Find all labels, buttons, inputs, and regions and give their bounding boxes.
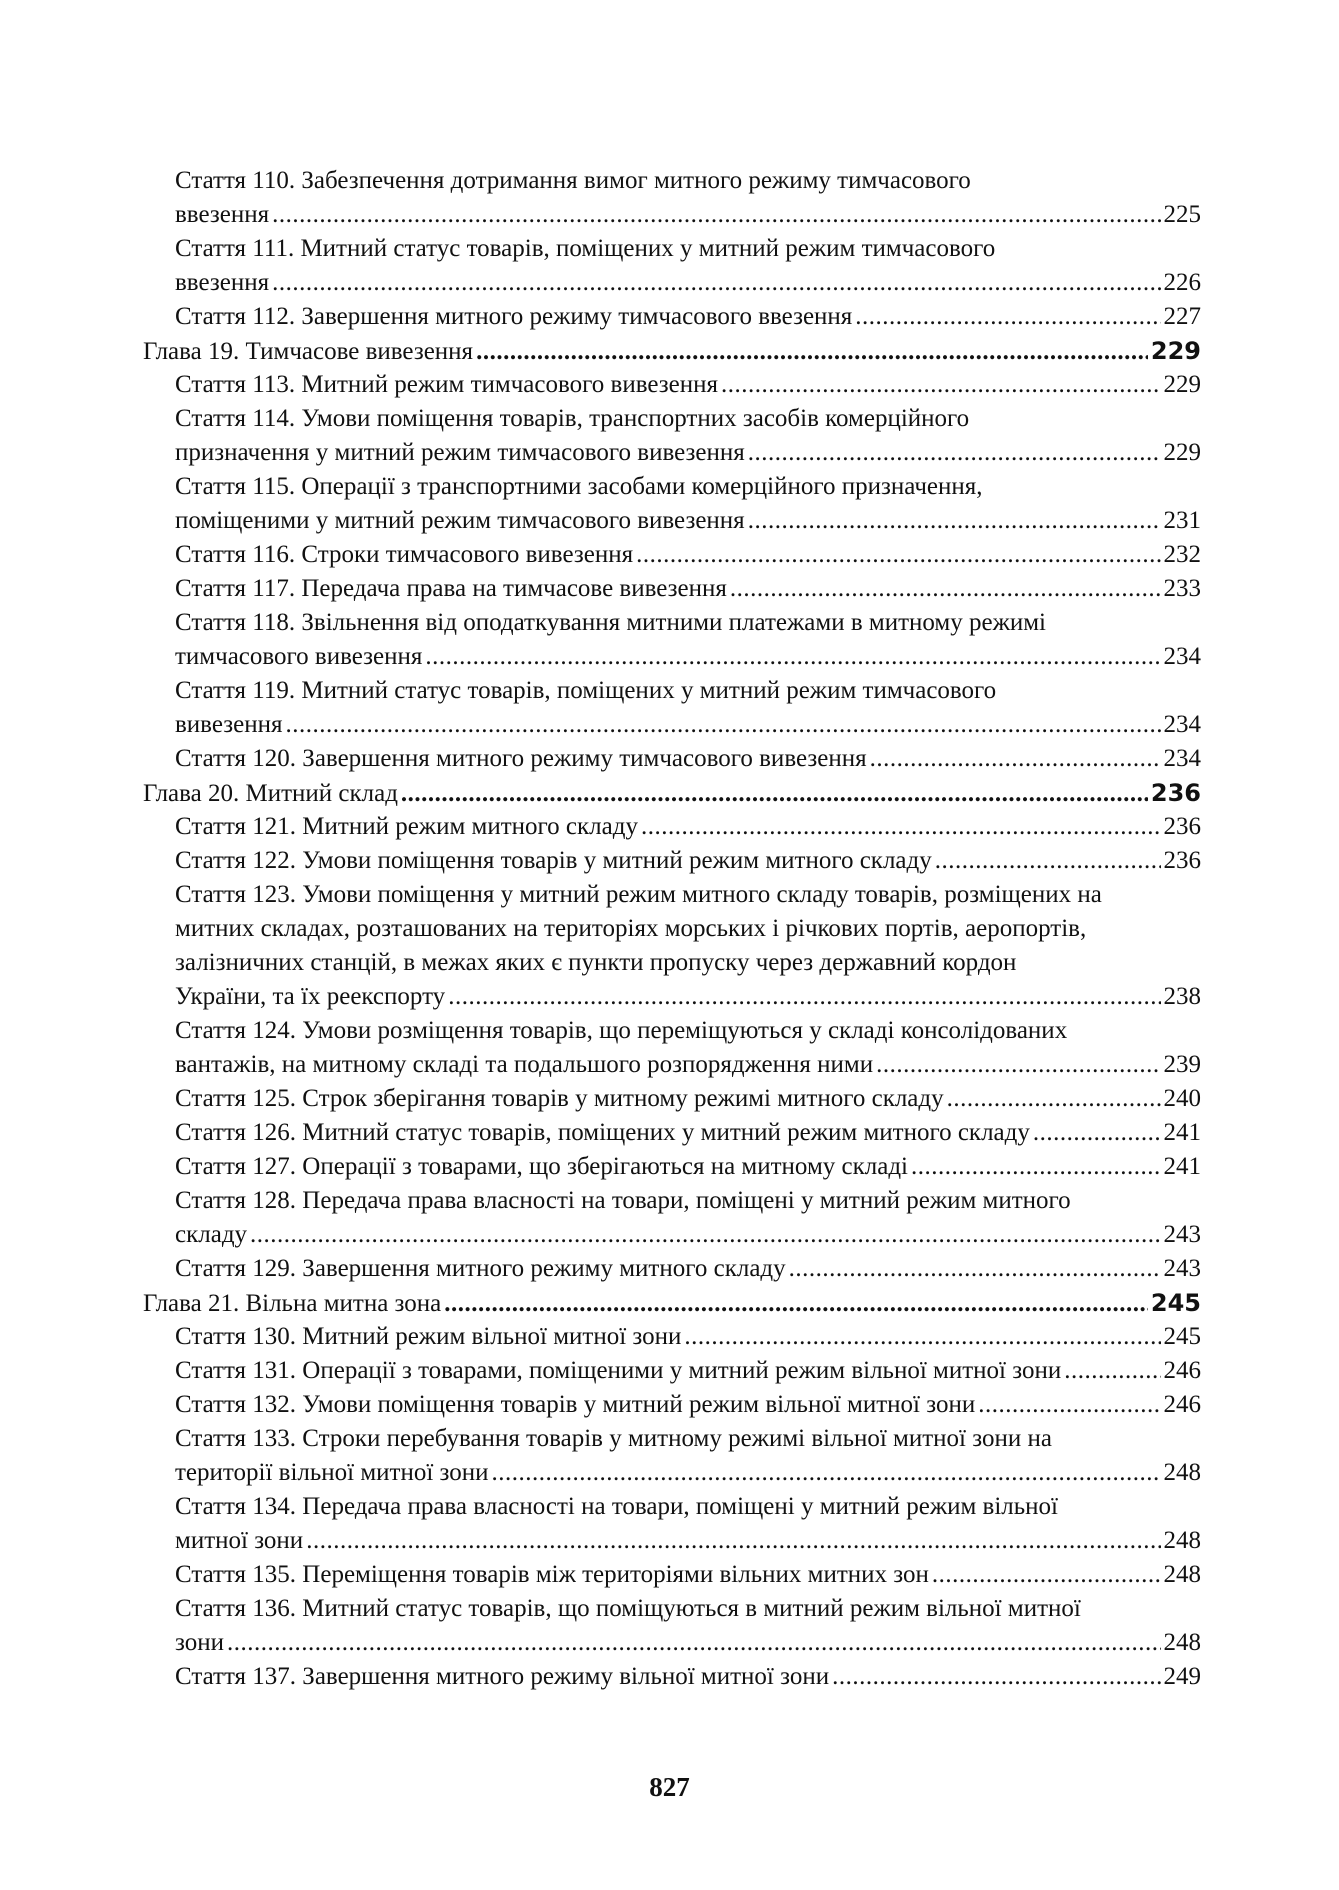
toc-entry-title: Стаття 132. Умови поміщення товарів у митний режим вільної митної зони [175, 1391, 976, 1418]
toc-entry-title: Стаття 127. Операції з товарами, що зберігаються на митному складі [175, 1153, 909, 1180]
toc-entry-title: Стаття 133. Строки перебування товарів у митному режимі вільної митної зони на [175, 1425, 1052, 1452]
dot-leader [272, 266, 1160, 300]
toc-page-number: 233 [1163, 575, 1201, 602]
toc-page-number: 239 [1163, 1051, 1201, 1078]
toc-article-entry [143, 1252, 1201, 1286]
toc-entry-title: митних складах, розташованих на територіях морських і річкових портів, аеропортів, [175, 915, 1087, 942]
toc-page-number: 246 [1163, 1357, 1201, 1384]
toc-line [175, 1184, 1201, 1218]
toc-line [175, 470, 1201, 504]
dot-leader [250, 1218, 1160, 1252]
toc-article-entry [143, 572, 1201, 606]
toc-entry-title: Стаття 137. Завершення митного режиму вільної митної зони [175, 1663, 830, 1690]
dot-leader [932, 1558, 1161, 1592]
toc-entry-title: Стаття 120. Завершення митного режиму тимчасового вивезення [175, 745, 867, 772]
toc-article-entry [143, 232, 1201, 300]
toc-line [175, 1082, 1201, 1116]
toc-entry-title: Стаття 123. Умови поміщення у митний режим митного складу товарів, розміщених на [175, 881, 1102, 908]
toc-entry-title: Стаття 122. Умови поміщення товарів у митний режим митного складу [175, 847, 932, 874]
toc-article-entry [143, 1320, 1201, 1354]
toc-entry-title: Стаття 111. Митний статус товарів, поміщених у митний режим тимчасового [175, 235, 996, 262]
toc-line [175, 742, 1201, 776]
toc-line [175, 1422, 1201, 1456]
dot-leader [492, 1456, 1161, 1490]
toc-page-number: 229 [1163, 371, 1201, 398]
dot-leader [227, 1626, 1161, 1660]
toc-article-entry [143, 1014, 1201, 1082]
toc-entry-title: поміщеними у митний режим тимчасового вивезення [175, 507, 745, 534]
toc-line [175, 912, 1201, 946]
dot-leader [748, 436, 1161, 470]
toc-article-entry [143, 1184, 1201, 1252]
toc-page-number: 238 [1163, 983, 1201, 1010]
toc-entry-title: Глава 20. Митний склад [143, 780, 398, 807]
page-number: 827 [649, 1772, 690, 1802]
toc-article-entry [143, 402, 1201, 470]
toc-entry-title: Стаття 130. Митний режим вільної митної зони [175, 1323, 682, 1350]
toc-article-entry [143, 470, 1201, 538]
toc-article-entry [143, 164, 1201, 232]
toc-line [175, 1320, 1201, 1354]
toc-entry-title: вантажів, на митному складі та подальшого розпорядження ними [175, 1051, 874, 1078]
toc-entry-title: Стаття 117. Передача права на тимчасове вивезення [175, 575, 727, 602]
toc-entry-title: Стаття 128. Передача права власності на товари, поміщені у митний режим митного [175, 1187, 1071, 1214]
toc-chapter-entry [143, 1286, 1201, 1320]
toc-page-number: 236 [1163, 813, 1201, 840]
toc-article-entry [143, 742, 1201, 776]
toc-line [175, 436, 1201, 470]
dot-leader [832, 1660, 1160, 1694]
dot-leader [306, 1524, 1160, 1558]
toc-article-entry [143, 1354, 1201, 1388]
toc-page-number: 249 [1163, 1663, 1201, 1690]
toc-entry-title: залізничних станцій, в межах яких є пункти пропуску через державний кордон [175, 949, 1017, 976]
toc-page-number: 236 [1163, 847, 1201, 874]
toc-line [175, 1592, 1201, 1626]
dot-leader [684, 1320, 1160, 1354]
toc-article-entry [143, 1558, 1201, 1592]
toc-line [175, 1558, 1201, 1592]
toc-entry-title: ввезення [175, 269, 270, 296]
toc-line [143, 1286, 1201, 1320]
dot-leader [935, 844, 1161, 878]
toc-page-number: 241 [1163, 1153, 1201, 1180]
toc-page-number: 243 [1163, 1221, 1201, 1248]
dot-leader [285, 708, 1160, 742]
toc-page-number: 229 [1163, 439, 1201, 466]
toc-article-entry [143, 538, 1201, 572]
toc-line [175, 266, 1201, 300]
toc-line [175, 1626, 1201, 1660]
toc-entry-title: Стаття 115. Операції з транспортними засобами комерційного призначення, [175, 473, 983, 500]
toc-entry-title: Стаття 110. Забезпечення дотримання вимог митного режиму тимчасового [175, 167, 971, 194]
toc-line [175, 606, 1201, 640]
toc-line [175, 164, 1201, 198]
toc-chapter-entry [143, 776, 1201, 810]
toc-article-entry [143, 1150, 1201, 1184]
dot-leader [641, 810, 1161, 844]
toc-page-number: 231 [1163, 507, 1201, 534]
toc-line [175, 538, 1201, 572]
toc-article-entry [143, 1388, 1201, 1422]
toc-page-number: 234 [1163, 643, 1201, 670]
toc-line [175, 1116, 1201, 1150]
toc-line [175, 878, 1201, 912]
toc-line [175, 232, 1201, 266]
toc-entry-title: території вільної митної зони [175, 1459, 489, 1486]
toc-line [175, 946, 1201, 980]
toc-page-number: 248 [1163, 1629, 1201, 1656]
toc-page-number: 232 [1163, 541, 1201, 568]
toc-line [175, 1660, 1201, 1694]
toc-page-number: 227 [1163, 303, 1201, 330]
toc-page-number: 234 [1163, 745, 1201, 772]
toc-line [175, 1150, 1201, 1184]
toc-line [175, 1218, 1201, 1252]
toc-entry-title: Стаття 114. Умови поміщення товарів, транспортних засобів комерційного [175, 405, 970, 432]
dot-leader [476, 335, 1148, 369]
toc-entry-title: Стаття 112. Завершення митного режиму тимчасового ввезення [175, 303, 853, 330]
toc-article-entry [143, 300, 1201, 334]
toc-article-entry [143, 368, 1201, 402]
toc-entry-title: Стаття 136. Митний статус товарів, що поміщуються в митний режим вільної митної [175, 1595, 1081, 1622]
dot-leader [401, 777, 1148, 811]
toc-article-entry [143, 1660, 1201, 1694]
toc-entry-title: Стаття 135. Переміщення товарів між територіями вільних митних зон [175, 1561, 929, 1588]
dot-leader [876, 1048, 1160, 1082]
toc-line [143, 334, 1201, 368]
toc-entry-title: Стаття 126. Митний статус товарів, поміщених у митний режим митного складу [175, 1119, 1030, 1146]
toc-article-entry [143, 606, 1201, 674]
dot-leader [947, 1082, 1161, 1116]
toc-page-number: 226 [1163, 269, 1201, 296]
toc-entry-title: зони [175, 1629, 224, 1656]
toc-chapter-entry [143, 334, 1201, 368]
toc-article-entry [143, 844, 1201, 878]
toc-line [175, 640, 1201, 674]
toc-article-entry [143, 674, 1201, 742]
toc-entry-title: призначення у митний режим тимчасового вивезення [175, 439, 745, 466]
dot-leader [444, 1287, 1148, 1321]
toc-entry-title: складу [175, 1221, 248, 1248]
dot-leader [721, 368, 1161, 402]
toc-article-entry [143, 1116, 1201, 1150]
toc-article-entry [143, 1422, 1201, 1490]
dot-leader [425, 640, 1160, 674]
toc-entry-title: Стаття 125. Строк зберігання товарів у митному режимі митного складу [175, 1085, 944, 1112]
toc-entry-title: вивезення [175, 711, 283, 738]
toc-page-number: 241 [1163, 1119, 1201, 1146]
toc-article-entry [143, 1592, 1201, 1660]
toc-article-entry [143, 1490, 1201, 1558]
toc-page-number: 240 [1163, 1085, 1201, 1112]
dot-leader [272, 198, 1160, 232]
toc-entry-title: Глава 21. Вільна митна зона [143, 1290, 442, 1317]
toc-page-number: 246 [1163, 1391, 1201, 1418]
toc-entry-title: Стаття 119. Митний статус товарів, поміщених у митний режим тимчасового [175, 677, 997, 704]
toc-entry-title: ввезення [175, 201, 270, 228]
dot-leader [1064, 1354, 1160, 1388]
toc-line [175, 1524, 1201, 1558]
toc-line [175, 1490, 1201, 1524]
toc-line [175, 504, 1201, 538]
toc-entry-title: Стаття 134. Передача права власності на товари, поміщені у митний режим вільної [175, 1493, 1058, 1520]
toc-page-number: 225 [1163, 201, 1201, 228]
toc-entry-title: тимчасового вивезення [175, 643, 423, 670]
toc-line [175, 1388, 1201, 1422]
dot-leader [870, 742, 1161, 776]
toc-entry-title: Стаття 121. Митний режим митного складу [175, 813, 638, 840]
toc-article-entry [143, 810, 1201, 844]
dot-leader [636, 538, 1160, 572]
toc-line [175, 1252, 1201, 1286]
toc-page-number: 243 [1163, 1255, 1201, 1282]
toc-page-number: 248 [1163, 1527, 1201, 1554]
toc-entry-title: Стаття 124. Умови розміщення товарів, що переміщуються у складі консолідованих [175, 1017, 1068, 1044]
toc-line [175, 1048, 1201, 1082]
toc-line [175, 300, 1201, 334]
toc-entry-title: Стаття 113. Митний режим тимчасового вивезення [175, 371, 718, 398]
dot-leader [789, 1252, 1161, 1286]
toc-line [175, 1354, 1201, 1388]
toc-line [175, 844, 1201, 878]
toc-entry-title: України, та їх реекспорту [175, 983, 446, 1010]
dot-leader [730, 572, 1161, 606]
dot-leader [448, 980, 1160, 1014]
toc-entry-title: Стаття 118. Звільнення від оподаткування митними платежами в митному режимі [175, 609, 1046, 636]
toc-page-number: 229 [1150, 337, 1201, 365]
toc-line [175, 1014, 1201, 1048]
toc-line [175, 708, 1201, 742]
toc-page-number: 236 [1150, 779, 1201, 807]
toc-line [175, 572, 1201, 606]
toc-line [175, 402, 1201, 436]
toc-line [175, 810, 1201, 844]
toc-entry-title: Глава 19. Тимчасове вивезення [143, 338, 474, 365]
toc-page-number: 245 [1163, 1323, 1201, 1350]
toc-entry-title: Стаття 129. Завершення митного режиму митного складу [175, 1255, 786, 1282]
dot-leader [978, 1388, 1160, 1422]
dot-leader [1033, 1116, 1161, 1150]
toc-entry-title: митної зони [175, 1527, 304, 1554]
toc-page-number: 248 [1163, 1459, 1201, 1486]
toc-page-number: 248 [1163, 1561, 1201, 1588]
toc-article-entry [143, 878, 1201, 1014]
toc-page-number: 234 [1163, 711, 1201, 738]
toc-line [143, 776, 1201, 810]
toc-page-number: 245 [1150, 1289, 1201, 1317]
table-of-contents [143, 164, 1201, 1694]
toc-line [175, 674, 1201, 708]
toc-line [175, 980, 1201, 1014]
toc-line [175, 1456, 1201, 1490]
toc-entry-title: Стаття 131. Операції з товарами, поміщеними у митний режим вільної митної зони [175, 1357, 1062, 1384]
toc-entry-title: Стаття 116. Строки тимчасового вивезення [175, 541, 634, 568]
toc-line [175, 198, 1201, 232]
dot-leader [855, 300, 1160, 334]
toc-article-entry [143, 1082, 1201, 1116]
dot-leader [748, 504, 1161, 538]
toc-line [175, 368, 1201, 402]
dot-leader [911, 1150, 1160, 1184]
